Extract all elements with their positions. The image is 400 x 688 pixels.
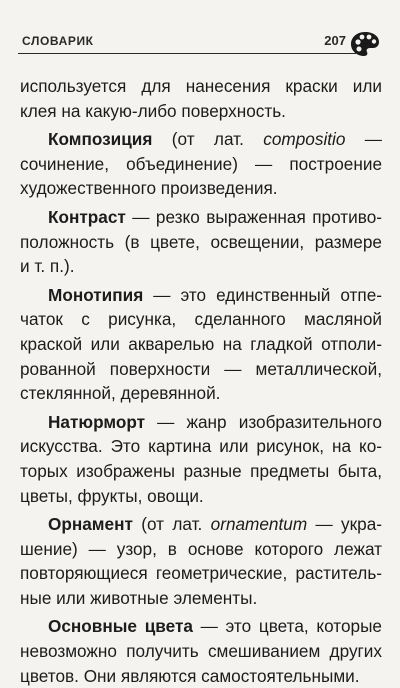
entry-term: Орнамент [48, 514, 133, 535]
text-line: рованной поверхности — металлической, [20, 358, 382, 379]
text-line: ные или животные элементы. [20, 587, 258, 608]
text-line: и т. п.). [20, 256, 75, 277]
entry-first-line [20, 614, 382, 639]
text-line: повторяющиеся геометрические, раститель- [20, 563, 382, 584]
entry-term: Композиция [48, 129, 153, 150]
entry-definition-start: — жанр изобразительного [145, 411, 382, 432]
entry-first-line [20, 512, 382, 537]
entry-definition-start: — это цвета, которые [192, 616, 382, 637]
text-line: искусства. Это картина или рисунок, на ко- [20, 436, 382, 457]
dictionary-text [20, 74, 382, 688]
entry-definition-rest: — [345, 129, 382, 150]
entry-definition-start: (от лат. [132, 514, 211, 535]
text-line: торых изображены разные предметы быта, [20, 460, 382, 481]
entry-definition-rest: — укра- [307, 514, 382, 535]
entry-definition-start: — это единственный отпе- [143, 284, 382, 305]
palette-icon [350, 30, 380, 58]
text-line: краской или акварелью на гладкой отполи- [20, 333, 382, 354]
entry-first-line [20, 127, 382, 152]
entry-definition-start: — резко выраженная противо- [125, 206, 382, 227]
text-line: используется для нанесения краски или [20, 76, 382, 96]
text-line: положность (в цвете, освещении, размере [20, 231, 382, 252]
text-line: невозможно получить смешиванием других [20, 641, 382, 662]
entry-first-line [20, 410, 382, 435]
entry-first-line [20, 283, 382, 308]
text-line: шение) — узор, в основе которого лежат [20, 538, 382, 559]
entry-term: Монотипия [48, 284, 144, 305]
entry-first-line [20, 205, 382, 230]
latin-word: compositio [263, 129, 346, 150]
entry-term: Контраст [48, 206, 126, 227]
text-line: чаток с рисунка, сделанного масляной [20, 309, 382, 330]
page-header [18, 34, 380, 52]
entry-term: Натюрморт [48, 411, 146, 432]
text-line: цветов. Они являются самостоятельными. [20, 665, 360, 686]
text-line: художественного произведения. [20, 178, 278, 199]
page-number: 207 [324, 33, 346, 48]
text-line: стеклянной, деревянной. [20, 383, 221, 404]
latin-word: ornamentum [210, 514, 308, 535]
entry-term: Основные цвета [48, 616, 193, 637]
text-line: сочинение, объединение) — построение [20, 153, 382, 174]
section-title: СЛОВАРИК [22, 34, 94, 48]
header-rule [18, 53, 356, 54]
entry-definition-start: (от лат. [152, 129, 264, 150]
text-line: цветы, фрукты, овощи. [20, 485, 204, 506]
text-line: клея на какую-либо поверхность. [20, 100, 286, 121]
